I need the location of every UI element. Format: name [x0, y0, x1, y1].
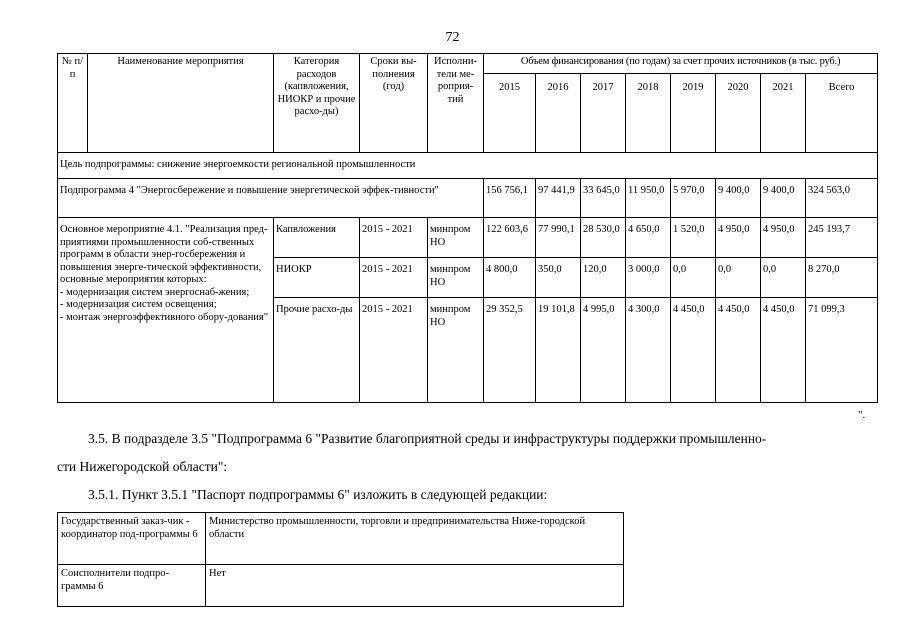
- total-cell: 8 270,0: [806, 258, 878, 298]
- value-cell: 28 530,0: [581, 218, 626, 258]
- category-cell: Прочие расхо-ды: [274, 298, 360, 403]
- value-cell: 4 950,0: [761, 218, 806, 258]
- subprogram-value: 11 950,0: [626, 179, 671, 218]
- period-cell: 2015 - 2021: [360, 218, 428, 258]
- header-period: Сроки вы-полнения (год): [360, 54, 428, 153]
- header-year: 2016: [536, 74, 581, 153]
- page-number: 72: [445, 30, 460, 45]
- header-funding: Объем финансирования (по годам) за счет прочих источников (в тыс. руб.): [484, 54, 878, 74]
- passport-table: [57, 512, 624, 607]
- passport-value: Нет: [206, 565, 624, 607]
- passport-value: Министерство промышленности, торговли и предпринимательства Ниже-городской области: [206, 513, 624, 565]
- financing-table: [57, 53, 878, 403]
- subprogram-value: 97 441,9: [536, 179, 581, 218]
- value-cell: 29 352,5: [484, 298, 536, 403]
- main-activity-name: Основное мероприятие 4.1. "Реализация пред-приятиями промышленности соб-ственных программ в области энер-госбережения и повышения энерге-тической эффективности, основные мероприятия которых: - модернизация систем энергоснаб-жения; - модернизация систем освещения; - монтаж энергоэффективного обору-дования": [58, 218, 274, 403]
- category-cell: НИОКР: [274, 258, 360, 298]
- header-num: № п/п: [58, 54, 88, 153]
- executor-cell: минпром НО: [428, 218, 484, 258]
- value-cell: 350,0: [536, 258, 581, 298]
- period-cell: 2015 - 2021: [360, 298, 428, 403]
- subprogram-value: 9 400,0: [716, 179, 761, 218]
- value-cell: 4 450,0: [671, 298, 716, 403]
- header-name: Наименование мероприятия: [88, 54, 274, 153]
- executor-cell: минпром НО: [428, 258, 484, 298]
- header-year: 2017: [581, 74, 626, 153]
- value-cell: 4 450,0: [761, 298, 806, 403]
- header-executors: Исполни-тели ме-роприя-тий: [428, 54, 484, 153]
- value-cell: 0,0: [761, 258, 806, 298]
- total-cell: 245 193,7: [806, 218, 878, 258]
- goal-row: Цель подпрограммы: снижение энергоемкости региональной промышленности: [58, 153, 878, 179]
- paragraph-3-5-line1: 3.5. В подразделе 3.5 "Подпрограмма 6 "Развитие благоприятной среды и инфраструктуры поддержки промышленно-: [88, 431, 767, 446]
- category-cell: Капвложения: [274, 218, 360, 258]
- subprogram-value: 9 400,0: [761, 179, 806, 218]
- value-cell: 4 450,0: [716, 298, 761, 403]
- passport-label: Государственный заказ-чик - координатор под-программы 6: [58, 513, 206, 565]
- total-cell: 71 099,3: [806, 298, 878, 403]
- header-year: 2021: [761, 74, 806, 153]
- value-cell: 0,0: [671, 258, 716, 298]
- subprogram-name: Подпрограмма 4 "Энергосбережение и повышение энергетической эффек-тивности": [58, 179, 484, 218]
- subprogram-value: 156 756,1: [484, 179, 536, 218]
- subprogram-value: 33 645,0: [581, 179, 626, 218]
- value-cell: 4 300,0: [626, 298, 671, 403]
- value-cell: 4 800,0: [484, 258, 536, 298]
- header-year: 2015: [484, 74, 536, 153]
- paragraph-3-5-1: 3.5.1. Пункт 3.5.1 "Паспорт подпрограммы 6" изложить в следующей редакции:: [88, 487, 548, 502]
- value-cell: 120,0: [581, 258, 626, 298]
- value-cell: 1 520,0: [671, 218, 716, 258]
- value-cell: 3 000,0: [626, 258, 671, 298]
- value-cell: 4 650,0: [626, 218, 671, 258]
- header-year: 2020: [716, 74, 761, 153]
- paragraph-3-5-line2: сти Нижегородской области":: [57, 459, 228, 474]
- passport-label: Соисполнители подпро-граммы 6: [58, 565, 206, 607]
- period-cell: 2015 - 2021: [360, 258, 428, 298]
- value-cell: 19 101,8: [536, 298, 581, 403]
- table-end-mark: ".: [858, 409, 866, 421]
- header-year: 2019: [671, 74, 716, 153]
- value-cell: 77 990,1: [536, 218, 581, 258]
- subprogram-value: 5 970,0: [671, 179, 716, 218]
- subprogram-total: 324 563,0: [806, 179, 878, 218]
- value-cell: 4 950,0: [716, 218, 761, 258]
- header-total: Всего: [806, 74, 878, 153]
- value-cell: 122 603,6: [484, 218, 536, 258]
- value-cell: 0,0: [716, 258, 761, 298]
- executor-cell: минпром НО: [428, 298, 484, 403]
- header-year: 2018: [626, 74, 671, 153]
- header-category: Категория расходов (капвложения, НИОКР и прочие расхо-ды): [274, 54, 360, 153]
- value-cell: 4 995,0: [581, 298, 626, 403]
